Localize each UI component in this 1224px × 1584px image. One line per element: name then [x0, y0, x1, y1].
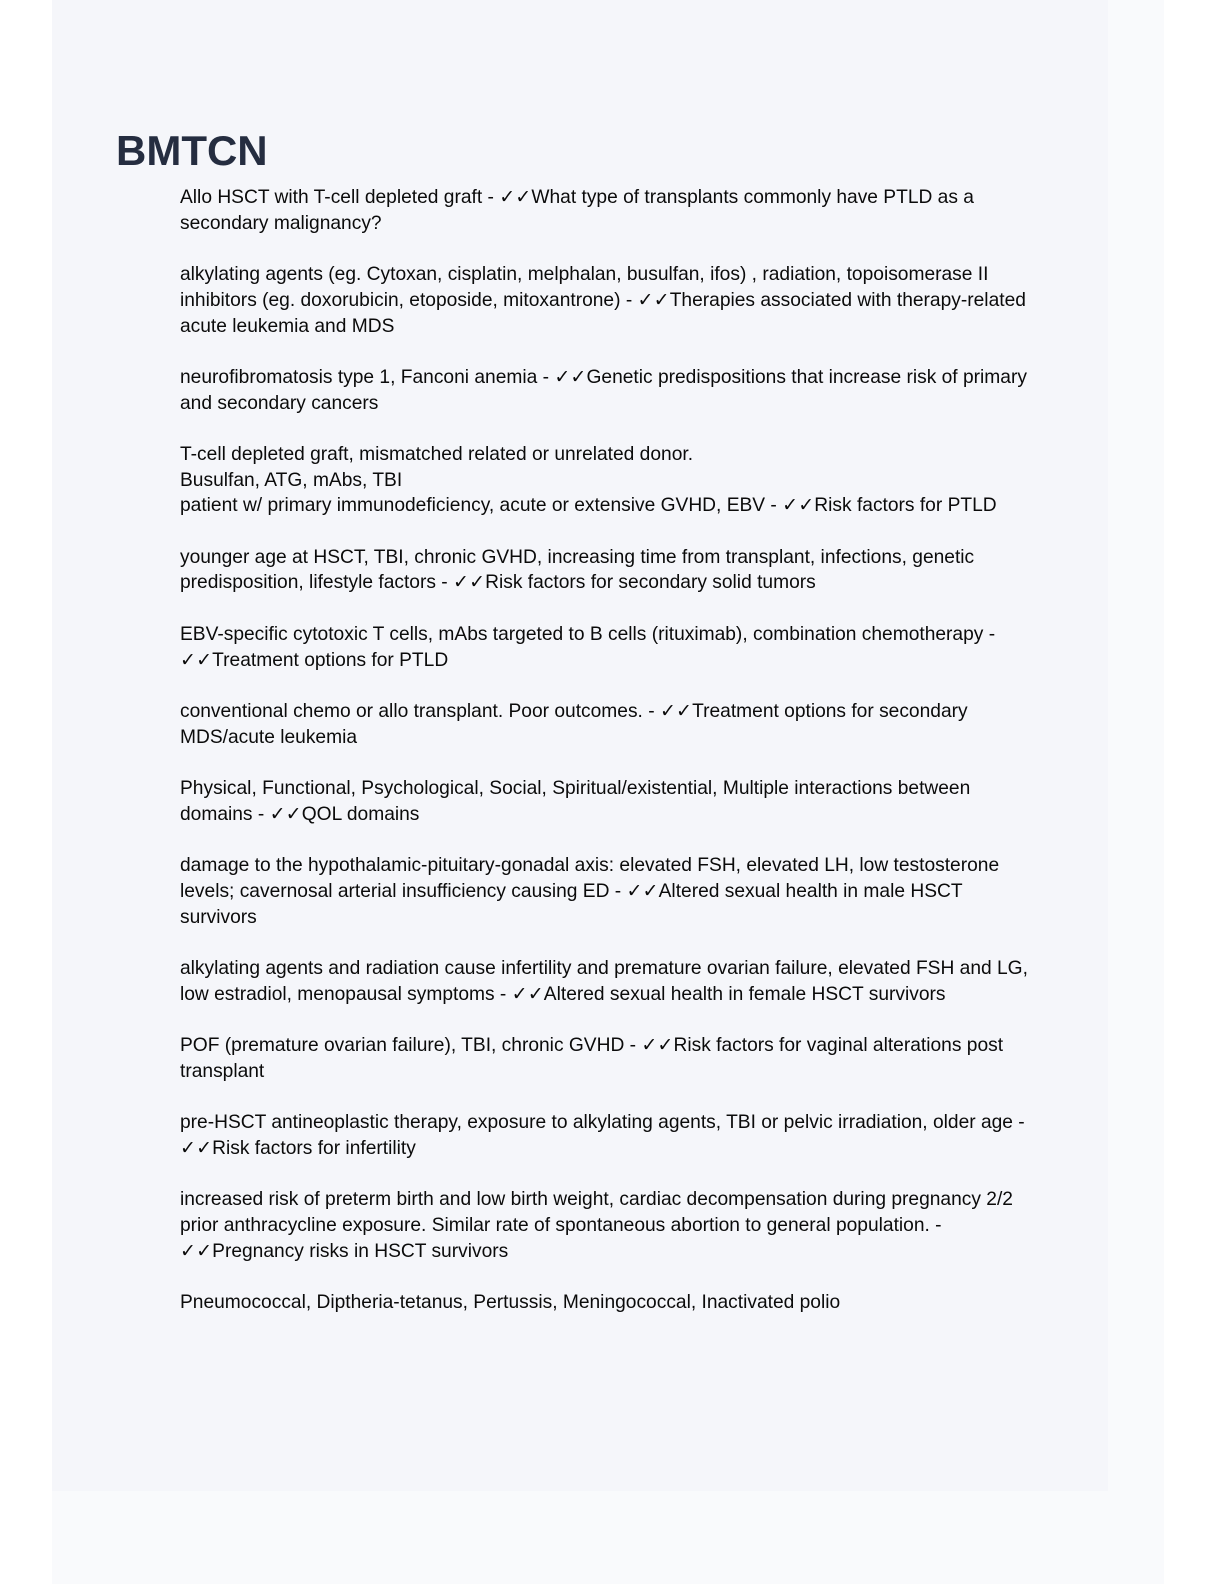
flashcard-entry	[180, 956, 1046, 1007]
flashcard-line: domains - ✓✓QOL domains	[180, 803, 420, 825]
flashcard-line: POF (premature ovarian failure), TBI, chronic GVHD - ✓✓Risk factors for vaginal alterations post	[180, 1035, 1004, 1057]
flashcard-line: inhibitors (eg. doxorubicin, etoposide, mitoxantrone) - ✓✓Therapies associated with therapy-related	[180, 289, 1026, 311]
flashcard-line: neurofibromatosis type 1, Fanconi anemia - ✓✓Genetic predispositions that increase risk of primary	[180, 366, 1027, 388]
flashcard-line: levels; cavernosal arterial insufficiency causing ED - ✓✓Altered sexual health in male HSCT	[180, 880, 963, 902]
flashcard-line: patient w/ primary immunodeficiency, acute or extensive GVHD, EBV - ✓✓Risk factors for PTLD	[180, 495, 997, 517]
flashcard-line: predisposition, lifestyle factors - ✓✓Risk factors for secondary solid tumors	[180, 572, 816, 594]
flashcard-entry	[180, 545, 1046, 596]
flashcard-line: EBV-specific cytotoxic T cells, mAbs targeted to B cells (rituximab), combination chemotherapy -	[180, 623, 996, 645]
flashcard-list	[180, 185, 1046, 1341]
document-title: BMTCN	[116, 127, 268, 174]
flashcard-line: younger age at HSCT, TBI, chronic GVHD, increasing time from transplant, infections, genetic	[180, 546, 975, 568]
flashcard-line: ✓✓Risk factors for infertility	[180, 1137, 416, 1159]
flashcard-line: increased risk of preterm birth and low birth weight, cardiac decompensation during pregnancy 2/2	[180, 1189, 1013, 1211]
flashcard-entry	[180, 442, 1046, 519]
flashcard-line: and secondary cancers	[180, 392, 379, 414]
flashcard-line: low estradiol, menopausal symptoms - ✓✓Altered sexual health in female HSCT survivors	[180, 983, 946, 1005]
flashcard-line: Allo HSCT with T-cell depleted graft - ✓✓What type of transplants commonly have PTLD as a	[180, 187, 974, 208]
flashcard-line: alkylating agents (eg. Cytoxan, cisplatin, melphalan, busulfan, ifos) , radiation, topoisomerase II	[180, 264, 989, 286]
flashcard-entry	[180, 776, 1046, 827]
flashcard-line: MDS/acute leukemia	[180, 726, 358, 748]
flashcard-entry	[180, 185, 1046, 236]
flashcard-line: T-cell depleted graft, mismatched related or unrelated donor.	[180, 443, 694, 465]
flashcard-entry	[180, 365, 1046, 416]
flashcard-entry	[180, 1110, 1046, 1161]
flashcard-entry	[180, 1290, 1046, 1316]
flashcard-line: acute leukemia and MDS	[180, 315, 395, 337]
flashcard-line: survivors	[180, 906, 257, 928]
flashcard-line: pre-HSCT antineoplastic therapy, exposure to alkylating agents, TBI or pelvic irradiation, older age -	[180, 1112, 1025, 1134]
flashcard-line: Pneumococcal, Diptheria-tetanus, Pertussis, Meningococcal, Inactivated polio	[180, 1292, 841, 1314]
flashcard-entry	[180, 262, 1046, 339]
flashcard-line: ✓✓Treatment options for PTLD	[180, 649, 449, 671]
flashcard-line: secondary malignancy?	[180, 212, 382, 234]
flashcard-line: Busulfan, ATG, mAbs, TBI	[180, 469, 403, 491]
flashcard-entry	[180, 853, 1046, 930]
flashcard-line: conventional chemo or allo transplant. Poor outcomes. - ✓✓Treatment options for secondary	[180, 700, 968, 722]
flashcard-entry	[180, 1033, 1046, 1084]
flashcard-line: transplant	[180, 1060, 265, 1082]
flashcard-line: damage to the hypothalamic-pituitary-gonadal axis: elevated FSH, elevated LH, low testosterone	[180, 855, 1000, 877]
flashcard-line: prior anthracycline exposure. Similar rate of spontaneous abortion to general population. -	[180, 1214, 942, 1236]
flashcard-entry	[180, 1187, 1046, 1264]
flashcard-line: Physical, Functional, Psychological, Social, Spiritual/existential, Multiple interactions between	[180, 778, 971, 800]
flashcard-entry	[180, 699, 1046, 750]
flashcard-line: alkylating agents and radiation cause infertility and premature ovarian failure, elevated FSH and LG,	[180, 957, 1028, 979]
flashcard-line: ✓✓Pregnancy risks in HSCT survivors	[180, 1240, 509, 1262]
flashcard-entry	[180, 622, 1046, 673]
